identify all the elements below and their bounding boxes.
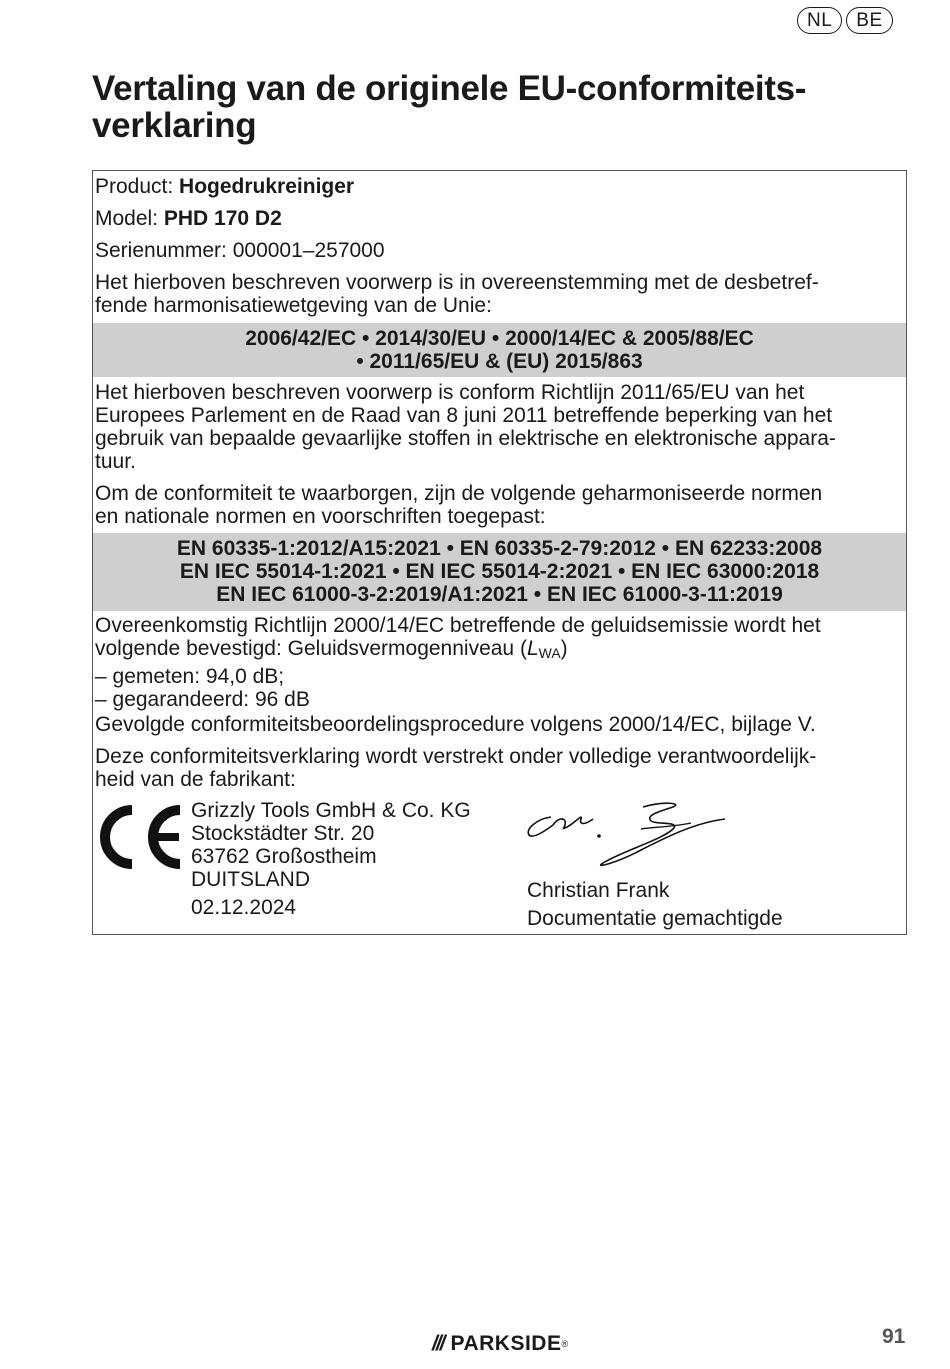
- manufacturer-address: [191, 799, 471, 891]
- noise-prefix: volgende bevestigd: Geluidsvermogenniveau (: [95, 637, 527, 660]
- conformity-line: fende harmonisatiewetgeving van de Unie:: [95, 294, 492, 317]
- product-label: Product:: [95, 175, 180, 198]
- standards-line: EN 60335-1:2012/A15:2021 • EN 60335-2-79:2012 • EN 62233:2008: [176, 537, 823, 560]
- lang-badge-be: BE: [846, 7, 892, 34]
- directives-line: • 2011/65/EU & (EU) 2015/863: [356, 350, 643, 373]
- standards-intro-line: Om de conformiteit te waarborgen, zijn de volgende geharmoniseerde normen: [95, 482, 823, 505]
- conformity-line: Het hierboven beschreven voorwerp is in overeenstemming met de desbetref-: [95, 271, 819, 294]
- noise-statement: [95, 614, 904, 711]
- signer-role: Documentatie gemachtigde: [527, 907, 783, 930]
- product-row: [95, 175, 904, 198]
- noise-symbol: L: [526, 637, 539, 660]
- standards-line: EN IEC 55014-1:2021 • EN IEC 55014-2:2021 • EN IEC 63000:2018: [179, 560, 820, 583]
- rohs-line: gebruik van bepaalde gevaarlijke stoffen in elektrische en elektronische appara-: [95, 427, 836, 450]
- rohs-line: tuur.: [95, 450, 136, 473]
- responsibility-line: heid van de fabrikant:: [95, 768, 296, 791]
- procedure-statement: Gevolgde conformiteitsbeoordelingsprocedure volgens 2000/14/EC, bijlage V.: [95, 713, 816, 736]
- noise-line: [95, 637, 904, 665]
- product-value: Hogedrukreiniger: [179, 175, 355, 198]
- noise-symbol-sub: WA: [538, 645, 561, 661]
- serial-number: Serienummer: 000001–257000: [95, 239, 385, 262]
- standards-band: [93, 533, 906, 611]
- page-title-line1: Vertaling van de originele EU-conformiteits-: [92, 69, 807, 108]
- guaranteed-level: – gegarandeerd: 96 dB: [95, 688, 310, 711]
- page-title-line2: verklaring: [92, 106, 257, 145]
- declaration-box: [92, 170, 907, 935]
- manufacturer-country: DUITSLAND: [191, 868, 311, 891]
- conformity-statement: [95, 271, 904, 317]
- noise-suffix: ): [560, 637, 568, 660]
- manufacturer-city: 63762 Großostheim: [191, 845, 377, 868]
- model-row: [95, 207, 904, 230]
- declaration-date: 02.12.2024: [191, 896, 297, 919]
- responsibility-statement: [95, 745, 904, 791]
- model-value: PHD 170 D2: [163, 207, 282, 230]
- standards-intro: [95, 482, 904, 528]
- brand-slashes: ///: [432, 1332, 444, 1355]
- noise-line: Overeenkomstig Richtlijn 2000/14/EC betreffende de geluidsemissie wordt het: [95, 614, 821, 637]
- brand-reg-mark: ®: [561, 1339, 569, 1349]
- rohs-line: Europees Parlement en de Raad van 8 juni 2011 betreffende beperking van het: [95, 404, 833, 427]
- ce-mark-icon: [95, 804, 185, 870]
- rohs-line: Het hierboven beschreven voorwerp is conform Richtlijn 2011/65/EU van het: [95, 381, 805, 404]
- directives-band: [93, 323, 906, 377]
- directives-line: 2006/42/EC • 2014/30/EU • 2000/14/EC & 2005/88/EC: [245, 327, 754, 350]
- page-title: [92, 70, 872, 144]
- model-label: Model:: [95, 207, 164, 230]
- signer-name: Christian Frank: [527, 879, 670, 902]
- manufacturer-street: Stockstädter Str. 20: [191, 822, 375, 845]
- page-number: 91: [882, 1325, 906, 1348]
- lang-badge-nl: NL: [797, 7, 842, 34]
- standards-intro-line: en nationale normen en voorschriften toegepast:: [95, 505, 546, 528]
- responsibility-line: Deze conformiteitsverklaring wordt verstrekt onder volledige verantwoordelijk-: [95, 745, 817, 768]
- standards-line: EN IEC 61000-3-2:2019/A1:2021 • EN IEC 61000-3-11:2019: [216, 583, 783, 606]
- parkside-logo: [432, 1332, 569, 1356]
- measured-level: – gemeten: 94,0 dB;: [95, 665, 285, 688]
- language-badges: [797, 7, 893, 34]
- signature-icon: [523, 799, 733, 871]
- rohs-statement: [95, 381, 904, 473]
- manufacturer-name: Grizzly Tools GmbH & Co. KG: [191, 799, 471, 822]
- brand-name: PARKSIDE: [450, 1332, 562, 1355]
